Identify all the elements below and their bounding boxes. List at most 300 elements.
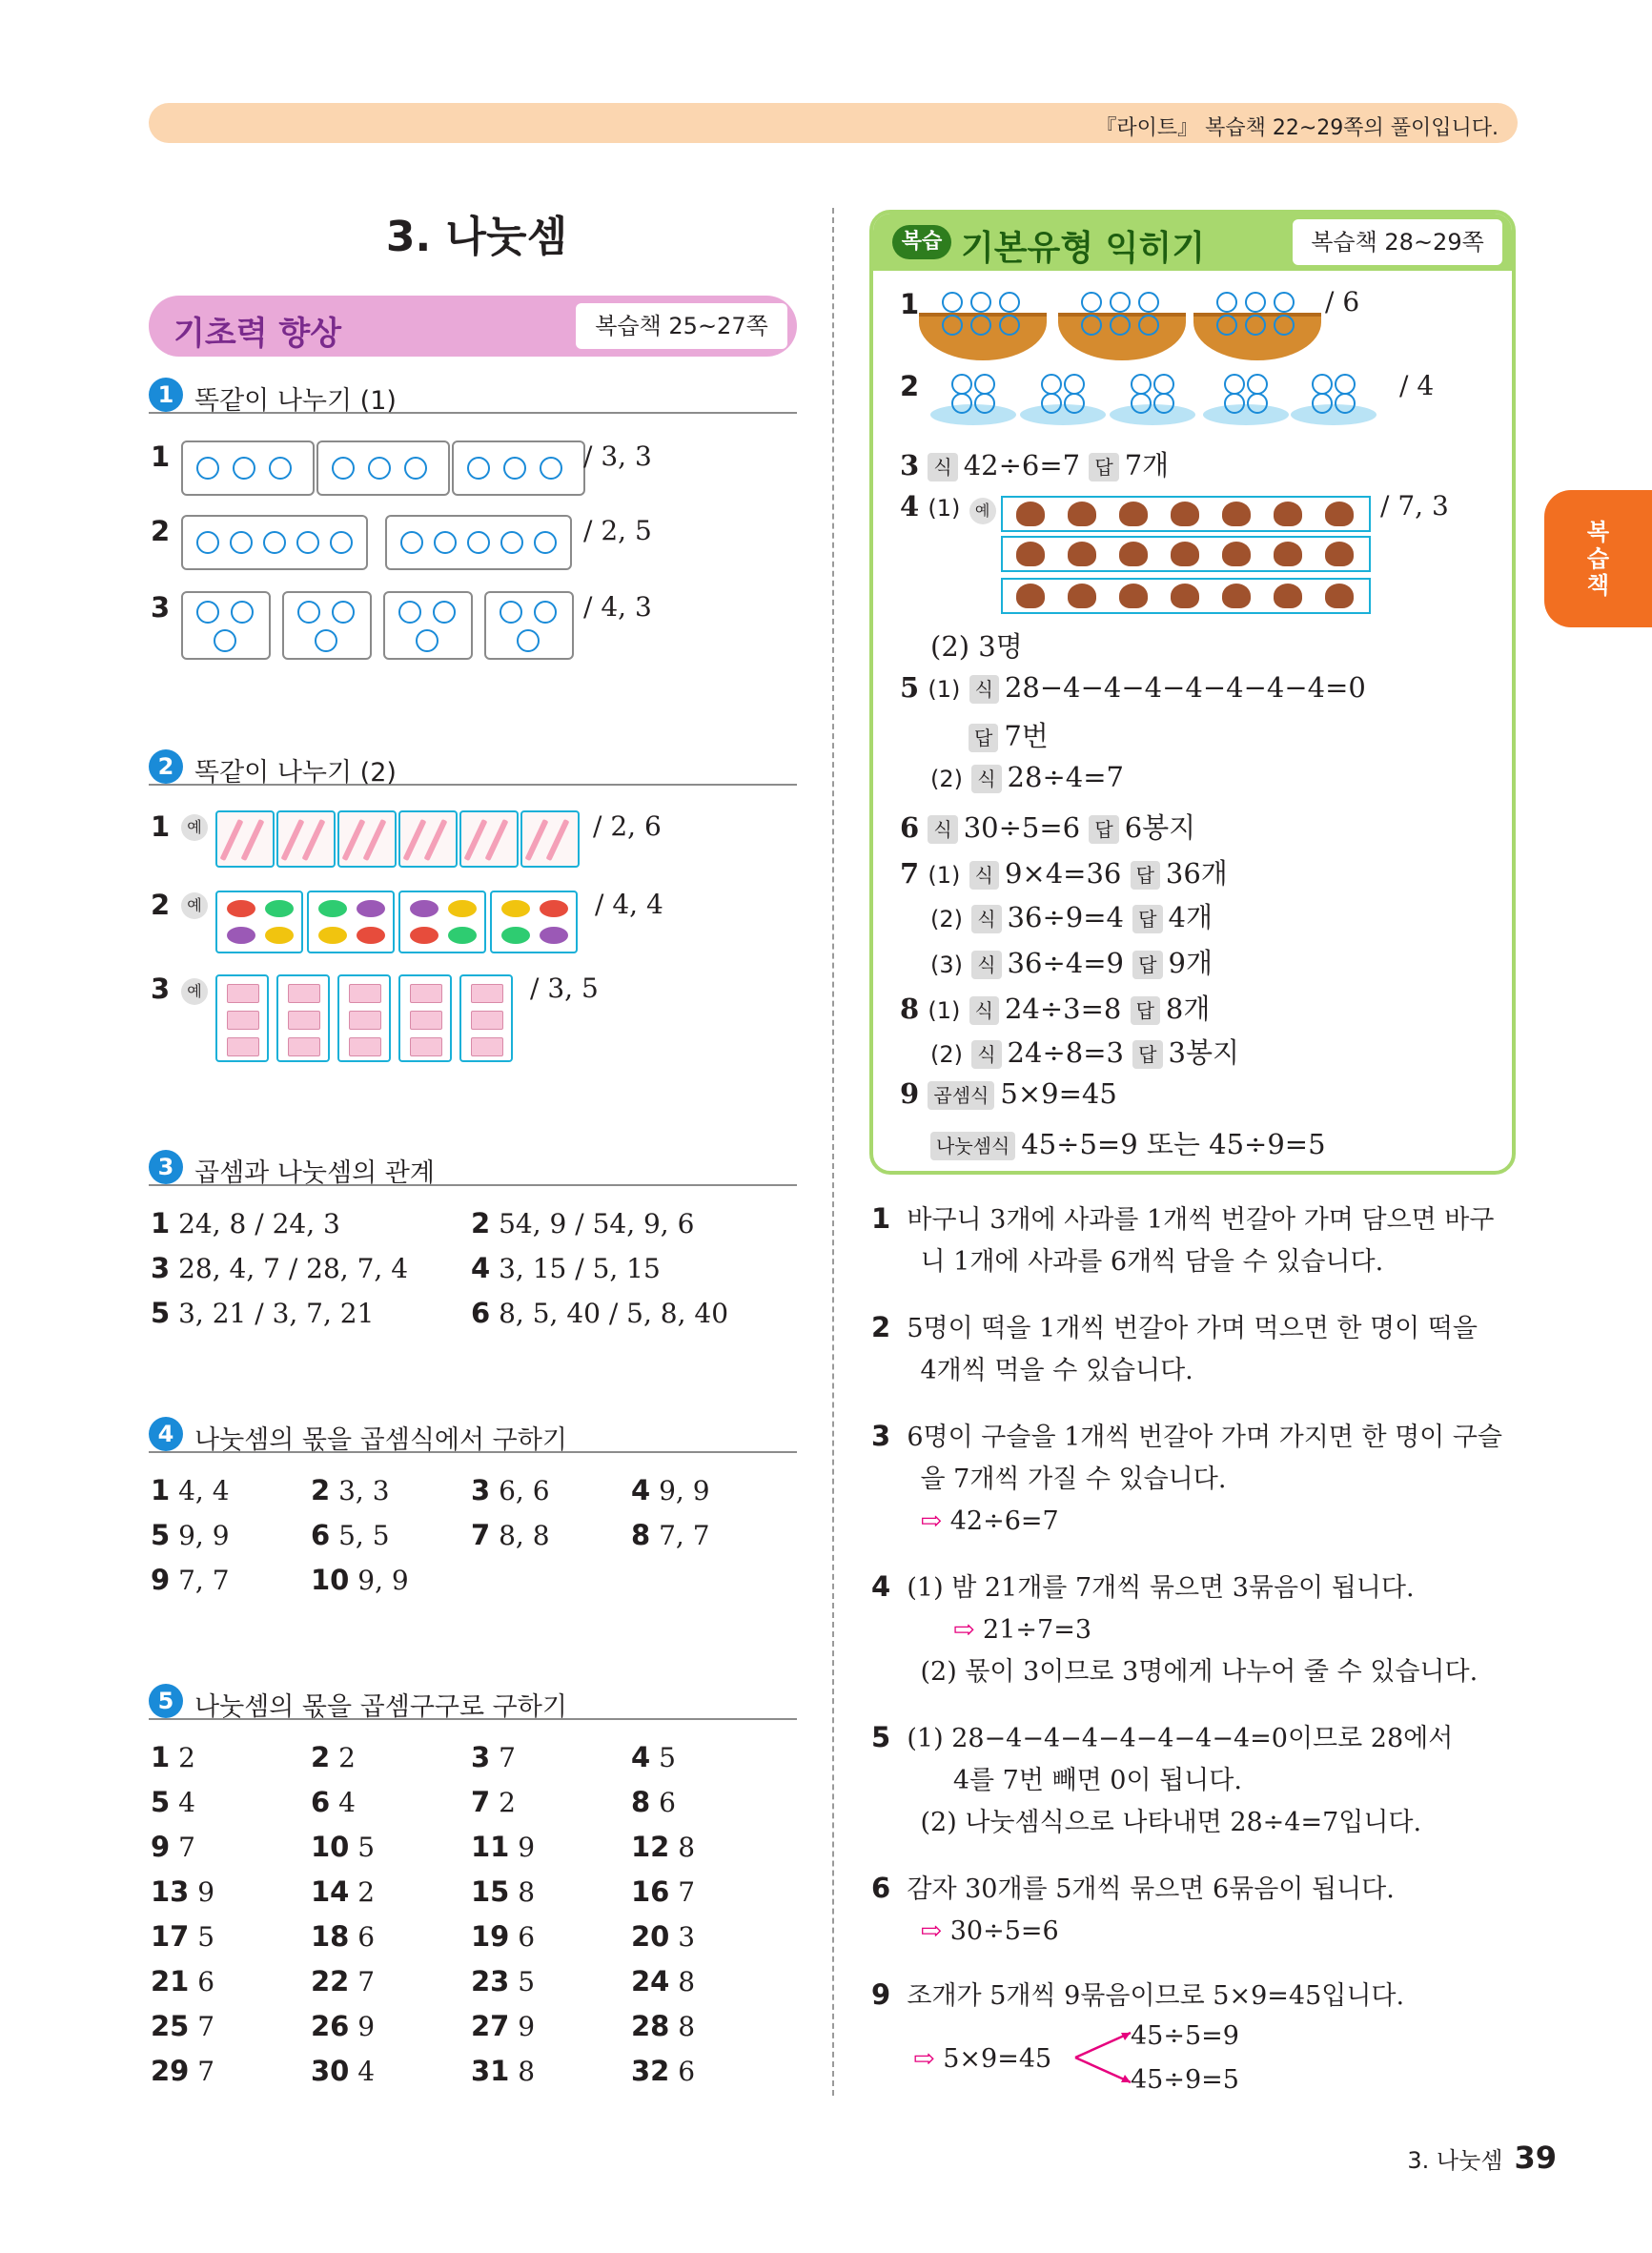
candy-icon	[318, 927, 347, 944]
q-number: 4	[871, 1570, 891, 1603]
circle-icon	[534, 531, 557, 554]
block-icon	[471, 1037, 503, 1056]
equation: 36÷4=9	[1007, 947, 1124, 979]
plate-icon	[930, 404, 1016, 425]
candy-icon	[448, 927, 477, 944]
answer: / 3, 5	[530, 973, 599, 1004]
sub-label: (2)	[930, 906, 963, 932]
q-number: 5	[151, 1519, 171, 1551]
equation: 42÷6=7	[963, 449, 1081, 481]
pencil-box	[337, 810, 397, 868]
sub-label: (2)	[930, 1041, 963, 1068]
answer-item	[311, 1920, 375, 1953]
q-number: 2	[471, 1207, 491, 1239]
candy-icon	[265, 927, 294, 944]
rice-cake-icon	[1064, 374, 1085, 395]
answer-item	[471, 1207, 694, 1239]
answer-item	[631, 1474, 710, 1506]
q-number: 14	[311, 1875, 350, 1908]
equation: 24÷3=8	[1004, 993, 1122, 1025]
plate-icon	[1020, 404, 1106, 425]
review-q9-mul	[900, 1077, 1117, 1110]
answer-value: 4	[170, 1787, 195, 1818]
answer-value: 5, 5	[330, 1520, 390, 1551]
circle-icon	[269, 457, 292, 480]
answer-value: 9	[509, 2011, 536, 2042]
circle-icon	[517, 629, 540, 652]
review-q9-div	[930, 1123, 1326, 1162]
q-number: 7	[471, 1786, 491, 1818]
answer-value: 6	[509, 1921, 536, 1953]
answer: 9개	[1168, 947, 1213, 979]
q-number: 5	[151, 1786, 171, 1818]
q-number: 1	[900, 288, 920, 320]
block-icon	[227, 1037, 259, 1056]
answer-value: 7	[669, 1876, 696, 1908]
q-number: 4	[631, 1474, 651, 1506]
chestnut-icon	[1325, 542, 1354, 566]
apple-icon	[970, 315, 991, 336]
answer-item	[311, 1831, 375, 1863]
explain-3	[871, 1415, 1502, 1543]
circle-icon	[500, 531, 523, 554]
plate-icon	[1203, 404, 1289, 425]
pencil-icon	[424, 819, 448, 861]
dap-badge: 답	[1132, 951, 1162, 979]
section-4-header	[149, 1415, 797, 1453]
answer-item	[631, 1519, 710, 1551]
block-icon	[288, 1037, 320, 1056]
answer-value: 8	[509, 1876, 536, 1908]
pencil-icon	[342, 819, 366, 861]
answer-item	[631, 1875, 695, 1908]
explain-text: 4를 7번 빼면 0이 됩니다.	[952, 1766, 1242, 1795]
circle-icon	[196, 531, 219, 554]
section-1-header	[149, 376, 797, 414]
q-number: 11	[471, 1831, 510, 1863]
section-title: 나눗셈의 몫을 곱셈식에서 구하기	[194, 1425, 567, 1455]
answer-value: 5	[349, 1832, 376, 1863]
circle-icon	[503, 457, 526, 480]
explain-text: 니 1개에 사과를 6개씩 담을 수 있습니다.	[920, 1247, 1384, 1277]
circle-icon	[434, 531, 457, 554]
q-number: 8	[631, 1786, 651, 1818]
pencil-box	[459, 810, 519, 868]
answer: / 7, 3	[1380, 490, 1449, 522]
apple-icon	[999, 292, 1020, 313]
apple-icon	[1138, 292, 1159, 313]
chestnut-group-box	[1001, 536, 1371, 572]
circle-icon	[296, 531, 319, 554]
answer-item	[471, 2010, 535, 2042]
q-number: 4	[900, 490, 920, 522]
circle-icon	[230, 531, 253, 554]
section-5-header	[149, 1682, 797, 1720]
sik-badge: 식	[971, 765, 1001, 793]
answer-value: 9, 9	[170, 1520, 230, 1551]
chestnut-icon	[1068, 542, 1096, 566]
circle-icon	[332, 601, 355, 624]
q-number: 12	[631, 1831, 670, 1863]
review-q7-3	[930, 942, 1213, 981]
sub-label: (1)	[928, 676, 961, 703]
apple-icon	[942, 292, 963, 313]
circle-icon	[400, 531, 423, 554]
chestnut-icon	[1222, 584, 1251, 608]
pencil-icon	[220, 819, 244, 861]
chestnut-icon	[1171, 502, 1199, 526]
answer-value: 4	[330, 1787, 356, 1818]
candy-icon	[501, 900, 530, 917]
dap-badge: 답	[1132, 905, 1162, 933]
q-number: 2	[900, 370, 920, 402]
answer-value: 8	[509, 2056, 536, 2087]
q-number: 2	[311, 1741, 331, 1773]
q-number: 32	[631, 2055, 670, 2087]
basic-title: 기초력 향상	[173, 315, 342, 353]
top-banner	[149, 103, 1518, 143]
circle-icon	[196, 457, 219, 480]
sik-badge: 식	[928, 453, 957, 481]
q-number: 10	[311, 1564, 350, 1596]
answer: / 3, 3	[583, 440, 652, 472]
group-box	[316, 440, 450, 496]
sik-badge: 식	[971, 905, 1001, 933]
q-number: 5	[151, 1297, 171, 1329]
q-number: 31	[471, 2055, 510, 2087]
section-number: 4	[149, 1417, 183, 1451]
answer-value: 3, 15 / 5, 15	[490, 1253, 661, 1284]
q-number: 3	[151, 1252, 171, 1284]
chestnut-icon	[1068, 584, 1096, 608]
answer-value: 7	[170, 1832, 195, 1863]
page-number: 39	[1514, 2140, 1557, 2176]
rice-cake-icon	[1153, 393, 1174, 414]
review-q7-2	[930, 896, 1213, 935]
chestnut-icon	[1171, 542, 1199, 566]
answer-value: 4	[349, 2056, 376, 2087]
answer-item	[471, 1519, 550, 1551]
rice-cake-icon	[951, 374, 972, 395]
q-number: 22	[311, 1965, 350, 1997]
rice-cake-icon	[1224, 393, 1245, 414]
chestnut-icon	[1222, 502, 1251, 526]
answer-value: 7	[349, 1966, 376, 1997]
chestnut-group-box	[1001, 578, 1371, 614]
block-box	[337, 974, 391, 1062]
q-number: 19	[471, 1920, 510, 1953]
block-icon	[227, 984, 259, 1003]
apple-icon	[1110, 292, 1131, 313]
side-tab	[1544, 490, 1652, 627]
answer-value: 7	[189, 2056, 215, 2087]
q-number: 10	[311, 1831, 350, 1863]
answer: 8개	[1165, 993, 1211, 1025]
q-number: 13	[151, 1875, 190, 1908]
div-tag: 나눗셈식	[930, 1132, 1015, 1160]
rice-cake-icon	[974, 374, 995, 395]
section-number: 3	[149, 1150, 183, 1184]
q-number: 3	[471, 1474, 491, 1506]
explain-5	[871, 1716, 1453, 1844]
rice-cake-icon	[974, 393, 995, 414]
explain-9-eq	[913, 2038, 1051, 2080]
q-number: 6	[311, 1786, 331, 1818]
answer-item	[311, 1474, 390, 1506]
block-icon	[227, 1011, 259, 1030]
candy-icon	[448, 900, 477, 917]
equation: 28÷4=7	[1007, 761, 1124, 793]
plate-icon	[1110, 404, 1195, 425]
pencil-box	[520, 810, 580, 868]
answer-item	[151, 1875, 214, 1908]
review-q5-1-answer	[969, 715, 1049, 754]
chestnut-icon	[1068, 502, 1096, 526]
circle-icon	[297, 601, 320, 624]
chestnut-icon	[1274, 542, 1302, 566]
explain-text: 4개씩 먹을 수 있습니다.	[920, 1356, 1193, 1385]
equation: 30÷5=6	[963, 811, 1081, 844]
pencil-icon	[363, 819, 387, 861]
q-number: 15	[471, 1875, 510, 1908]
answer-item	[151, 2055, 214, 2087]
apple-icon	[1274, 315, 1295, 336]
answer: 4개	[1168, 901, 1213, 933]
section-title: 곱셈과 나눗셈의 관계	[194, 1158, 435, 1188]
rice-cake-icon	[1041, 393, 1062, 414]
chestnut-icon	[1016, 542, 1045, 566]
answer-value: 7, 7	[170, 1565, 230, 1596]
answer-item	[311, 1519, 390, 1551]
answer-item	[471, 1297, 728, 1329]
answer-value: 8	[669, 1832, 696, 1863]
explain-equation: 42÷6=7	[949, 1506, 1059, 1536]
answer-item	[471, 1474, 550, 1506]
explain-9	[871, 1974, 1404, 2017]
section-number: 2	[149, 749, 183, 784]
answer-value: 5	[189, 1921, 215, 1953]
circle-icon	[368, 457, 391, 480]
dap-badge: 답	[1089, 453, 1118, 481]
answer-value: 7	[490, 1742, 516, 1773]
rice-cake-icon	[951, 393, 972, 414]
explain-9-branch-1: 45÷5=9	[1131, 2021, 1239, 2051]
answer-item	[631, 2055, 695, 2087]
explain-text: (2) 나눗셈식으로 나타내면 28÷4=7입니다.	[920, 1808, 1422, 1837]
apple-icon	[1216, 315, 1237, 336]
answer: 6봉지	[1124, 811, 1196, 844]
dap-badge: 답	[1089, 815, 1118, 844]
plate-icon	[1291, 404, 1377, 425]
answer: 7개	[1124, 449, 1170, 481]
sik-badge: 식	[928, 815, 957, 844]
block-icon	[288, 1011, 320, 1030]
candy-icon	[540, 927, 568, 944]
block-icon	[349, 1011, 381, 1030]
answer-item	[631, 1920, 695, 1953]
candy-icon	[357, 900, 385, 917]
rice-cake-icon	[1247, 374, 1268, 395]
chestnut-icon	[1325, 502, 1354, 526]
review-header	[873, 214, 1512, 271]
q-number: 23	[471, 1965, 510, 1997]
q-number: 27	[471, 2010, 510, 2042]
explain-text: (1) 밤 21개를 7개씩 묶으면 3묶음이 됩니다.	[907, 1573, 1415, 1603]
rice-cake-icon	[1335, 393, 1356, 414]
sub-label: (1)	[928, 997, 961, 1024]
answer-value: 3, 21 / 3, 7, 21	[170, 1298, 375, 1329]
chestnut-icon	[1171, 584, 1199, 608]
circle-icon	[433, 601, 456, 624]
answer-item	[471, 1965, 535, 1997]
rice-cake-icon	[1064, 393, 1085, 414]
answer-item	[151, 2010, 214, 2042]
answer: 3봉지	[1168, 1036, 1239, 1069]
review-q5-1	[900, 671, 1366, 704]
block-icon	[471, 1011, 503, 1030]
answer: / 4, 3	[583, 591, 652, 623]
q-number: 7	[471, 1519, 491, 1551]
q-number: 6	[471, 1297, 491, 1329]
apple-icon	[1138, 315, 1159, 336]
answer-item	[151, 1965, 214, 1997]
review-tag: 복습	[892, 225, 951, 259]
section-title: 똑같이 나누기 (2)	[194, 758, 397, 788]
circle-icon	[500, 601, 522, 624]
answer-item	[631, 2010, 695, 2042]
answer: / 4	[1399, 370, 1435, 401]
equation: 36÷9=4	[1007, 901, 1124, 933]
answer-item	[311, 1564, 409, 1596]
explain-text: (2) 몫이 3이므로 3명에게 나누어 줄 수 있습니다.	[920, 1657, 1479, 1687]
q-number: 30	[311, 2055, 350, 2087]
banner-text: 『라이트』 복습책 22~29쪽의 풀이입니다.	[1095, 116, 1499, 140]
candy-icon	[501, 927, 530, 944]
answer-item	[151, 1207, 340, 1239]
candy-icon	[540, 900, 568, 917]
q-number: 1	[151, 1207, 171, 1239]
answer-value: 9	[509, 1832, 536, 1863]
q-number: 8	[900, 993, 920, 1025]
q-number: 3	[151, 591, 171, 624]
group-box	[181, 515, 368, 570]
review-q3	[900, 444, 1169, 483]
candy-icon	[265, 900, 294, 917]
pencil-icon	[464, 819, 488, 861]
circle-icon	[332, 457, 355, 480]
answer-item	[471, 1875, 535, 1908]
block-box	[459, 974, 513, 1062]
q-number: 1	[871, 1202, 891, 1235]
review-q7-1	[900, 852, 1228, 891]
chestnut-icon	[1119, 542, 1148, 566]
block-icon	[471, 984, 503, 1003]
group-box	[383, 591, 473, 660]
q-number: 8	[631, 1519, 651, 1551]
q-number: 9	[151, 1564, 171, 1596]
answer-item	[151, 1519, 230, 1551]
arrow-icon: ⇨	[952, 1615, 975, 1645]
answer-item	[471, 1252, 661, 1284]
sik-badge: 식	[971, 1040, 1001, 1069]
block-icon	[410, 1011, 442, 1030]
chestnut-icon	[1325, 584, 1354, 608]
sub-label: (1)	[928, 862, 961, 889]
q-number: 9	[871, 1978, 891, 2011]
circle-icon	[231, 601, 254, 624]
explain-text: 조개가 5개씩 9묶음이므로 5×9=45입니다.	[907, 1981, 1405, 2011]
chestnut-group-box	[1001, 496, 1371, 532]
q-number: 20	[631, 1920, 670, 1953]
example-badge: 예	[181, 892, 208, 919]
sub-label: (1)	[928, 495, 961, 522]
pencil-icon	[241, 819, 265, 861]
explain-6	[871, 1867, 1395, 1953]
q-number: 5	[900, 671, 920, 704]
q-number: 18	[311, 1920, 350, 1953]
apple-icon	[1081, 292, 1102, 313]
explain-1	[871, 1198, 1494, 1283]
q-number: 4	[631, 1741, 651, 1773]
answer-item	[311, 2010, 375, 2042]
q-number: 9	[151, 1831, 171, 1863]
answer-item	[311, 1786, 356, 1818]
group-box	[282, 591, 372, 660]
chestnut-icon	[1274, 584, 1302, 608]
example-badge: 예	[969, 498, 996, 524]
answer-item	[311, 2055, 375, 2087]
answer-value: 3	[669, 1921, 696, 1953]
answer-value: 2	[349, 1876, 376, 1908]
chapter-title: 3. 나눗셈	[385, 213, 568, 261]
pencil-box	[215, 810, 275, 868]
answer-value: 8	[669, 2011, 696, 2042]
pencil-icon	[525, 819, 549, 861]
group-box	[181, 591, 271, 660]
chestnut-icon	[1016, 502, 1045, 526]
rice-cake-icon	[1131, 393, 1152, 414]
candy-box	[307, 891, 395, 953]
group-box	[484, 591, 574, 660]
answer-item	[151, 1252, 408, 1284]
q-number: 6	[871, 1872, 891, 1904]
answer-value: 8	[669, 1966, 696, 1997]
page-footer	[1407, 2140, 1557, 2176]
branch-arrows-icon	[1071, 2025, 1136, 2088]
candy-icon	[227, 927, 255, 944]
answer-item	[631, 1741, 676, 1773]
answer-value: 6, 6	[490, 1475, 550, 1506]
answer-item	[631, 1831, 695, 1863]
column-divider	[832, 208, 834, 2096]
circle-icon	[330, 531, 353, 554]
apple-icon	[970, 292, 991, 313]
section-3-header	[149, 1148, 797, 1186]
q-number: 1	[151, 1474, 171, 1506]
explain-4	[871, 1566, 1478, 1693]
q-number: 9	[900, 1077, 920, 1110]
answer-value: 3, 3	[330, 1475, 390, 1506]
answer-value: 2	[170, 1742, 195, 1773]
answer-value: 5	[509, 1966, 536, 1997]
equation: 24÷8=3	[1007, 1036, 1124, 1069]
rice-cake-icon	[1131, 374, 1152, 395]
circle-icon	[540, 457, 562, 480]
candy-icon	[227, 900, 255, 917]
dap-badge: 답	[1131, 861, 1160, 890]
footer-chapter: 3. 나눗셈	[1407, 2147, 1503, 2174]
explain-9-branch-2: 45÷9=5	[1131, 2065, 1239, 2095]
